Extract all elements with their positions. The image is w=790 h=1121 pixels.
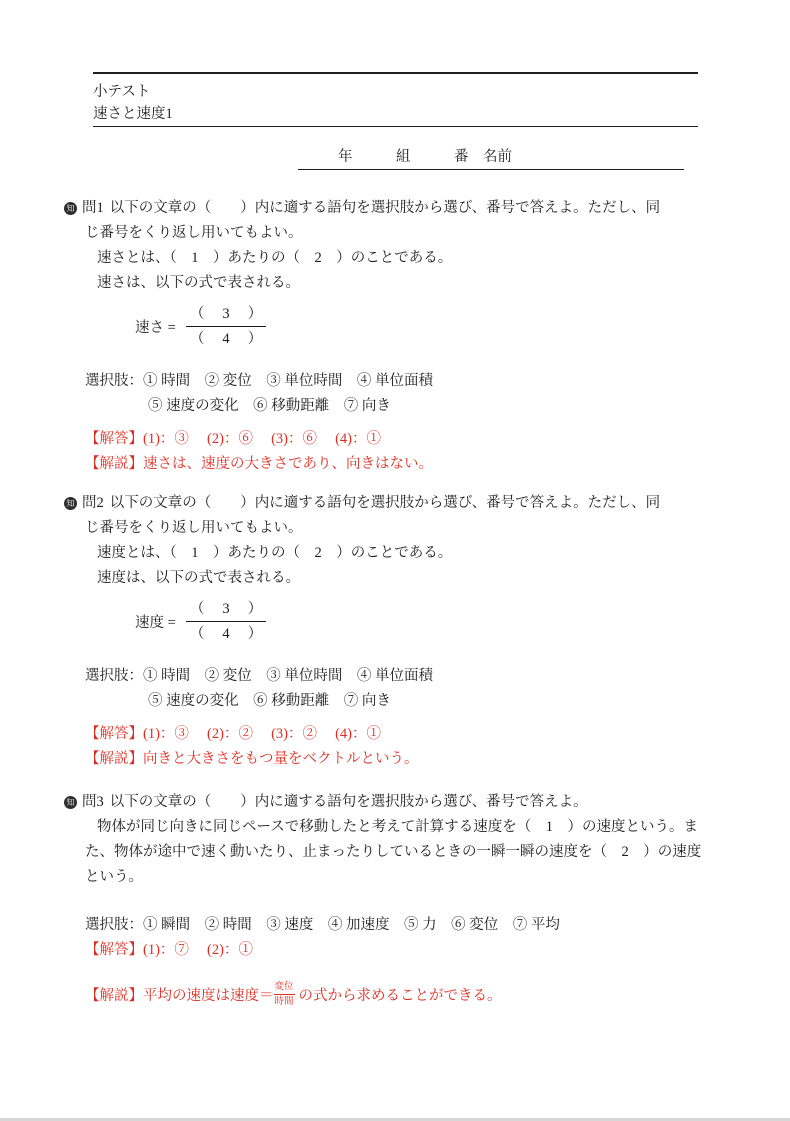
question-2-body-line-2: 速度は、以下の式で表される。 xyxy=(97,570,300,586)
doc-type-label: 小テスト xyxy=(93,84,151,100)
question-2-choices-row-2: ⑤ 速度の変化 ⑥ 移動距離 ⑦ 向き xyxy=(148,693,391,709)
velocity-formula xyxy=(135,599,790,644)
fraction-numerator: （ 3 ） xyxy=(186,599,267,622)
question-1-body-line-2: 速さは、以下の式で表される。 xyxy=(97,275,300,291)
question-3-body-line-1: 物体が同じ向きに同じペースで移動したと考えて計算する速度を（ 1 ）の速度という。ま xyxy=(97,819,699,835)
question-prompt: 以下の文章の（ ）内に適する語句を選択肢から選び、番号で答えよ。 xyxy=(109,794,588,810)
explanation-text: 向きと大きさをもつ量をベクトルという。 xyxy=(143,751,419,767)
question-3-explanation xyxy=(0,977,790,1011)
question-3 xyxy=(0,790,790,1011)
formula-fraction xyxy=(186,304,267,349)
question-2-choices-row-1 xyxy=(0,664,790,689)
question-2-answer xyxy=(0,722,790,747)
question-1-explanation xyxy=(0,452,790,477)
question-3-answer xyxy=(0,938,790,963)
fraction-numerator: （ 3 ） xyxy=(186,304,267,327)
choices-text: ① 時間 ② 変位 ③ 単位時間 ④ 単位面積 xyxy=(143,373,433,389)
question-3-body-line-2: た、物体が途中で速く動いたり、止まったりしているときの一瞬一瞬の速度を（ 2 ）の速度 xyxy=(85,844,702,860)
formula-lhs: 速度 = xyxy=(135,615,176,631)
header-bottom-rule xyxy=(93,126,698,127)
formula-fraction xyxy=(186,599,267,644)
explanation-prefix: 平均の速度は速度＝ xyxy=(143,987,274,1004)
question-2-explanation xyxy=(0,747,790,772)
question-3-choices-row-1 xyxy=(0,913,790,938)
explanation-label: 【解説】 xyxy=(85,987,143,1004)
doc-title: 速さと速度1 xyxy=(93,106,173,122)
question-1-answer xyxy=(0,427,790,452)
question-2-prompt-line-2: じ番号をくり返し用いてもよい。 xyxy=(85,520,303,536)
choices-label: 選択肢： xyxy=(85,373,143,389)
knowledge-badge-icon: 知 xyxy=(64,796,77,809)
fraction-denominator: 時間 xyxy=(274,996,294,1007)
question-number: 問1 xyxy=(82,200,104,216)
speed-formula xyxy=(135,304,790,349)
explanation-fraction xyxy=(274,981,295,1008)
answer-label: 【解答】 xyxy=(85,431,143,447)
question-1-choices-row-2: ⑤ 速度の変化 ⑥ 移動距離 ⑦ 向き xyxy=(148,398,391,414)
answer-text: (1)：③ (2)：⑥ (3)：⑥ (4)：① xyxy=(143,431,382,447)
question-2-prompt-line-1 xyxy=(0,491,790,516)
answer-text: (1)：③ (2)：② (3)：② (4)：① xyxy=(143,726,382,742)
choices-label: 選択肢： xyxy=(85,668,143,684)
explanation-text: 速さは、速度の大きさであり、向きはない。 xyxy=(143,456,433,472)
explanation-label: 【解説】 xyxy=(85,751,143,767)
question-1-prompt-line-2: じ番号をくり返し用いてもよい。 xyxy=(85,225,303,241)
question-2 xyxy=(0,491,790,772)
question-prompt: 以下の文章の（ ）内に適する語句を選択肢から選び、番号で答えよ。ただし、同 xyxy=(109,495,661,511)
formula-lhs: 速さ = xyxy=(135,320,176,336)
question-3-body-line-3: という。 xyxy=(85,869,143,885)
question-3-prompt-line-1 xyxy=(0,790,790,815)
explanation-label: 【解説】 xyxy=(85,456,143,472)
knowledge-badge-icon: 知 xyxy=(64,202,77,215)
explanation-suffix: の式から求めることができる。 xyxy=(298,987,502,1004)
question-1-prompt-line-1 xyxy=(0,196,790,221)
question-prompt: 以下の文章の（ ）内に適する語句を選択肢から選び、番号で答えよ。ただし、同 xyxy=(109,200,661,216)
choices-text: ① 時間 ② 変位 ③ 単位時間 ④ 単位面積 xyxy=(143,668,433,684)
fraction-numerator: 変位 xyxy=(274,981,295,995)
question-1 xyxy=(0,196,790,477)
name-entry-line: 年 組 番 名前 xyxy=(298,146,684,170)
choices-label: 選択肢： xyxy=(85,917,143,933)
choices-text: ① 瞬間 ② 時間 ③ 速度 ④ 加速度 ⑤ 力 ⑥ 変位 ⑦ 平均 xyxy=(143,917,560,933)
question-1-choices-row-1 xyxy=(0,369,790,394)
fraction-denominator: （ 4 ） xyxy=(189,331,263,347)
knowledge-badge-icon: 知 xyxy=(64,497,77,510)
question-1-body-line-1: 速さとは、（ 1 ）あたりの（ 2 ）のことである。 xyxy=(97,250,453,266)
question-number: 問2 xyxy=(82,495,104,511)
answer-label: 【解答】 xyxy=(85,942,143,958)
question-number: 問3 xyxy=(82,794,104,810)
answer-label: 【解答】 xyxy=(85,726,143,742)
question-2-body-line-1: 速度とは、（ 1 ）あたりの（ 2 ）のことである。 xyxy=(97,545,453,561)
header-top-rule xyxy=(93,72,698,74)
answer-text: (1)：⑦ (2)：① xyxy=(143,942,253,958)
fraction-denominator: （ 4 ） xyxy=(189,626,263,642)
